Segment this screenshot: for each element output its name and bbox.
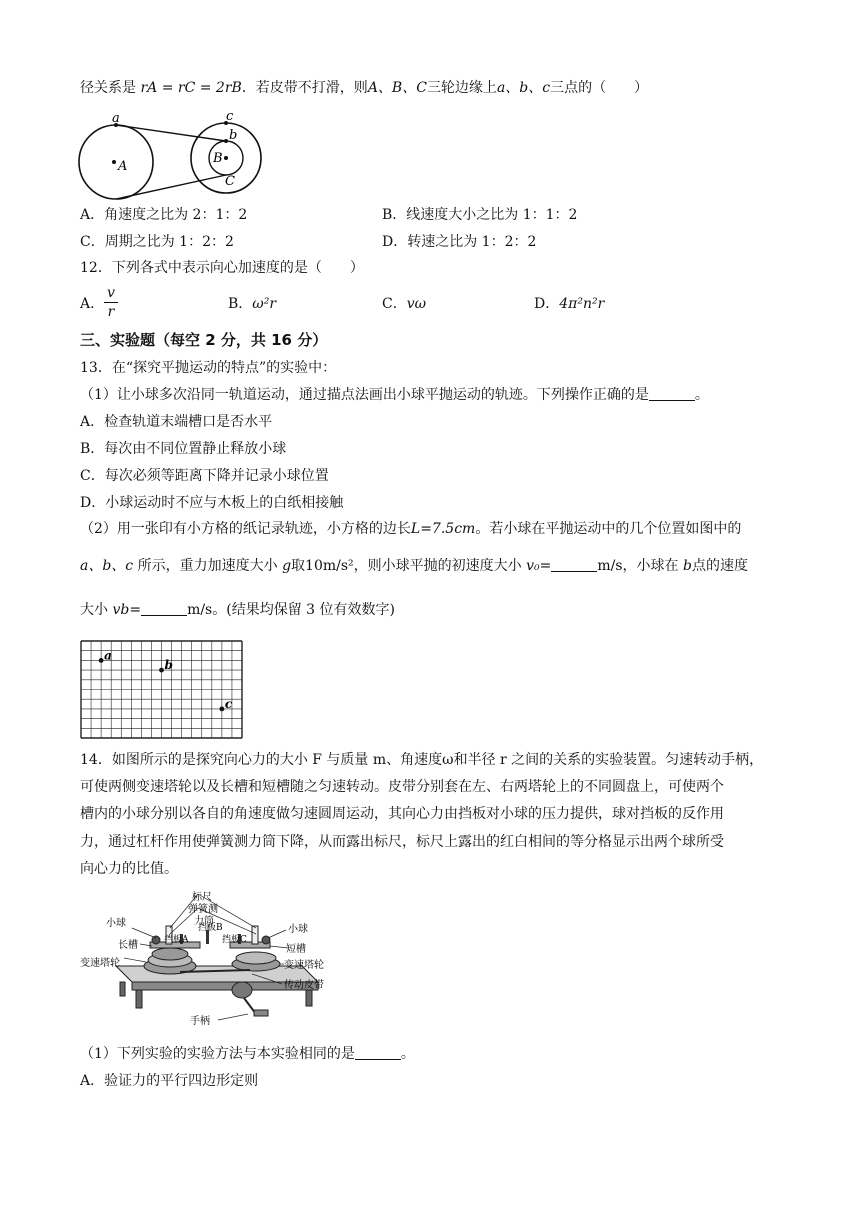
q12-fraction-num: v <box>104 284 118 303</box>
label-baffle-a: 挡板A <box>164 935 189 945</box>
q13-part2-j: m/s。(结果均保留 3 位有效数字) <box>187 602 395 618</box>
label-baffle-c: 挡板C <box>222 935 247 945</box>
q14-line4: 力，通过杠杆作用使弹簧测力筒下降，从而露出标尺，标尺上露出的红白相间的等分格显示出两个球所受 <box>80 834 724 850</box>
trajectory-label-b: b <box>164 658 173 673</box>
label-A: A <box>118 159 128 174</box>
q12-option-a <box>80 294 104 314</box>
q11-relation: rA = rC = 2rB <box>140 80 242 96</box>
q14-part1 <box>80 1044 415 1064</box>
q11-option-c: C．周期之比为 1：2：2 <box>80 234 234 250</box>
q13-part2-e: ，则小球平抛的初速度大小 <box>353 558 522 574</box>
q13-part1 <box>80 385 709 405</box>
q11-stem-suffix: ．若皮带不打滑，则 <box>241 80 368 96</box>
q13-part2-g: g <box>282 558 292 574</box>
q11-points: a、b、c <box>496 80 551 96</box>
q12-stem: 12．下列各式中表示向心加速度的是（ ） <box>80 260 364 276</box>
centripetal-apparatus <box>80 886 345 1032</box>
label-tower-left: 变速塔轮 <box>80 958 120 969</box>
q12-opt-b-expr: ω²r <box>252 296 277 312</box>
q12-option-c <box>382 294 426 314</box>
q13-option-b: B．每次由不同位置静止释放小球 <box>80 441 287 457</box>
label-B: B <box>213 151 223 166</box>
q14-line5: 向心力的比值。 <box>80 861 178 877</box>
q14-line1: 14．如图所示的是探究向心力的大小 F 与质量 m、角速度ω和半径 r 之间的关系的实验装置。匀速转动手柄， <box>80 752 764 768</box>
label-b: b <box>229 128 238 143</box>
q13-part2-f: = <box>539 558 552 574</box>
q11-stem-prefix: 径关系是 <box>80 80 136 96</box>
section-heading: 三、实验题（每空 2 分，共 16 分） <box>80 331 328 349</box>
q13-part2-a: （2）用一张印有小方格的纸记录轨迹，小方格的边长 <box>80 521 411 537</box>
pulley-figure <box>76 110 276 200</box>
q11-option-d: D．转速之比为 1：2：2 <box>382 234 537 250</box>
q11-stem <box>80 78 648 98</box>
trajectory-grid <box>80 640 243 739</box>
q12-opt-b-label: B． <box>228 296 253 312</box>
q13-part2-line1 <box>80 519 741 539</box>
q14-part1-text: （1）下列实验的实验方法与本实验相同的是 <box>80 1046 355 1062</box>
label-ball-right: 小球 <box>288 924 308 935</box>
q12-opt-c-expr: vω <box>406 296 427 312</box>
q13-part2-pts: a、b、c <box>80 558 134 574</box>
q13-part1-end: 。 <box>694 387 709 403</box>
label-short-groove: 短槽 <box>286 944 306 955</box>
label-spring1: 弹簧测 <box>188 904 218 915</box>
q13-blank-3[interactable] <box>141 601 187 616</box>
q13-part2-vb: vb <box>112 602 130 618</box>
q12-opt-d-expr: 4π²n²r <box>559 296 605 312</box>
label-long-groove: 长槽 <box>118 940 138 951</box>
trajectory-label-c: c <box>224 696 233 711</box>
q13-part2-g2: 点的速度 <box>691 558 748 574</box>
q14-line3: 槽内的小球分别以各自的角速度做匀速圆周运动，其向心力由挡板对小球的压力提供，球对挡板的反作用 <box>80 806 724 822</box>
q14-option-a: A．验证力的平行四边形定则 <box>80 1073 259 1089</box>
q13-part2-i: = <box>129 602 142 618</box>
q13-part2-c: 所示，重力加速度大小 <box>133 558 278 574</box>
label-tower-right: 变速塔轮 <box>284 960 324 971</box>
label-spring2: 力筒 <box>194 916 214 927</box>
q11-wheels: A、B、C <box>367 80 427 96</box>
q13-part2-line2 <box>80 556 748 576</box>
q13-stem: 13．在“探究平抛运动的特点”的实验中： <box>80 360 337 376</box>
q13-part2-v0: v₀ <box>526 558 540 574</box>
label-a: a <box>112 111 120 126</box>
q13-option-c: C．每次必须等距离下降并记录小球位置 <box>80 468 329 484</box>
q13-part1-text: （1）让小球多次沿同一轨道运动，通过描点法画出小球平抛运动的轨迹。下列操作正确的是 <box>80 387 649 403</box>
q11-stem-mid: 三轮边缘上 <box>426 80 497 96</box>
q13-blank-1[interactable] <box>649 386 695 401</box>
q14-part1-end: 。 <box>400 1046 415 1062</box>
label-c-top: c <box>226 110 234 124</box>
label-ruler: 标尺 <box>192 892 212 903</box>
trajectory-point-b <box>159 668 164 673</box>
q12-option-d <box>534 294 604 314</box>
q11-option-b: B．线速度大小之比为 1：1：2 <box>382 207 578 223</box>
label-C: C <box>225 174 235 189</box>
trajectory-label-a: a <box>104 648 112 663</box>
q14-line2: 可使两侧变速塔轮以及长槽和短槽随之匀速转动。皮带分别套在左、右两塔轮上的不同圆盘上，可使两个 <box>80 779 724 795</box>
q13-part2-line3 <box>80 600 395 620</box>
q12-opt-d-label: D． <box>534 296 560 312</box>
q13-part2-unit1: m/s，小球在 <box>597 558 679 574</box>
label-baffle-b: 挡板B <box>198 923 223 933</box>
q14-blank-1[interactable] <box>355 1045 401 1060</box>
q12-fraction-den: r <box>107 304 115 320</box>
q11-option-a: A．角速度之比为 2：1：2 <box>80 207 248 223</box>
q13-part2-L: L=7.5cm <box>410 521 476 537</box>
q13-option-a: A．检查轨道末端槽口是否水平 <box>80 414 273 430</box>
trajectory-point-c <box>219 707 224 712</box>
q13-part2-h: 大小 <box>80 602 108 618</box>
q12-fraction <box>104 284 118 321</box>
q13-part2-d: 取 <box>291 558 306 574</box>
q13-part2-gval: 10m/s² <box>305 558 354 574</box>
q12-opt-a-label: A． <box>80 296 105 312</box>
q13-part2-b: 。若小球在平抛运动中的几个位置如图中的 <box>475 521 742 537</box>
label-belt: 传动皮带 <box>284 980 324 991</box>
q11-stem-end: 三点的（ ） <box>550 80 649 96</box>
q12-option-b <box>228 294 276 314</box>
trajectory-point-a <box>99 658 104 663</box>
q13-part2-bpt: b <box>683 558 692 574</box>
q13-blank-2[interactable] <box>551 557 597 572</box>
label-handle: 手柄 <box>190 1016 210 1027</box>
q13-option-d: D．小球运动时不应与木板上的白纸相接触 <box>80 495 344 511</box>
label-ball-left: 小球 <box>106 918 126 929</box>
q12-opt-c-label: C． <box>382 296 407 312</box>
